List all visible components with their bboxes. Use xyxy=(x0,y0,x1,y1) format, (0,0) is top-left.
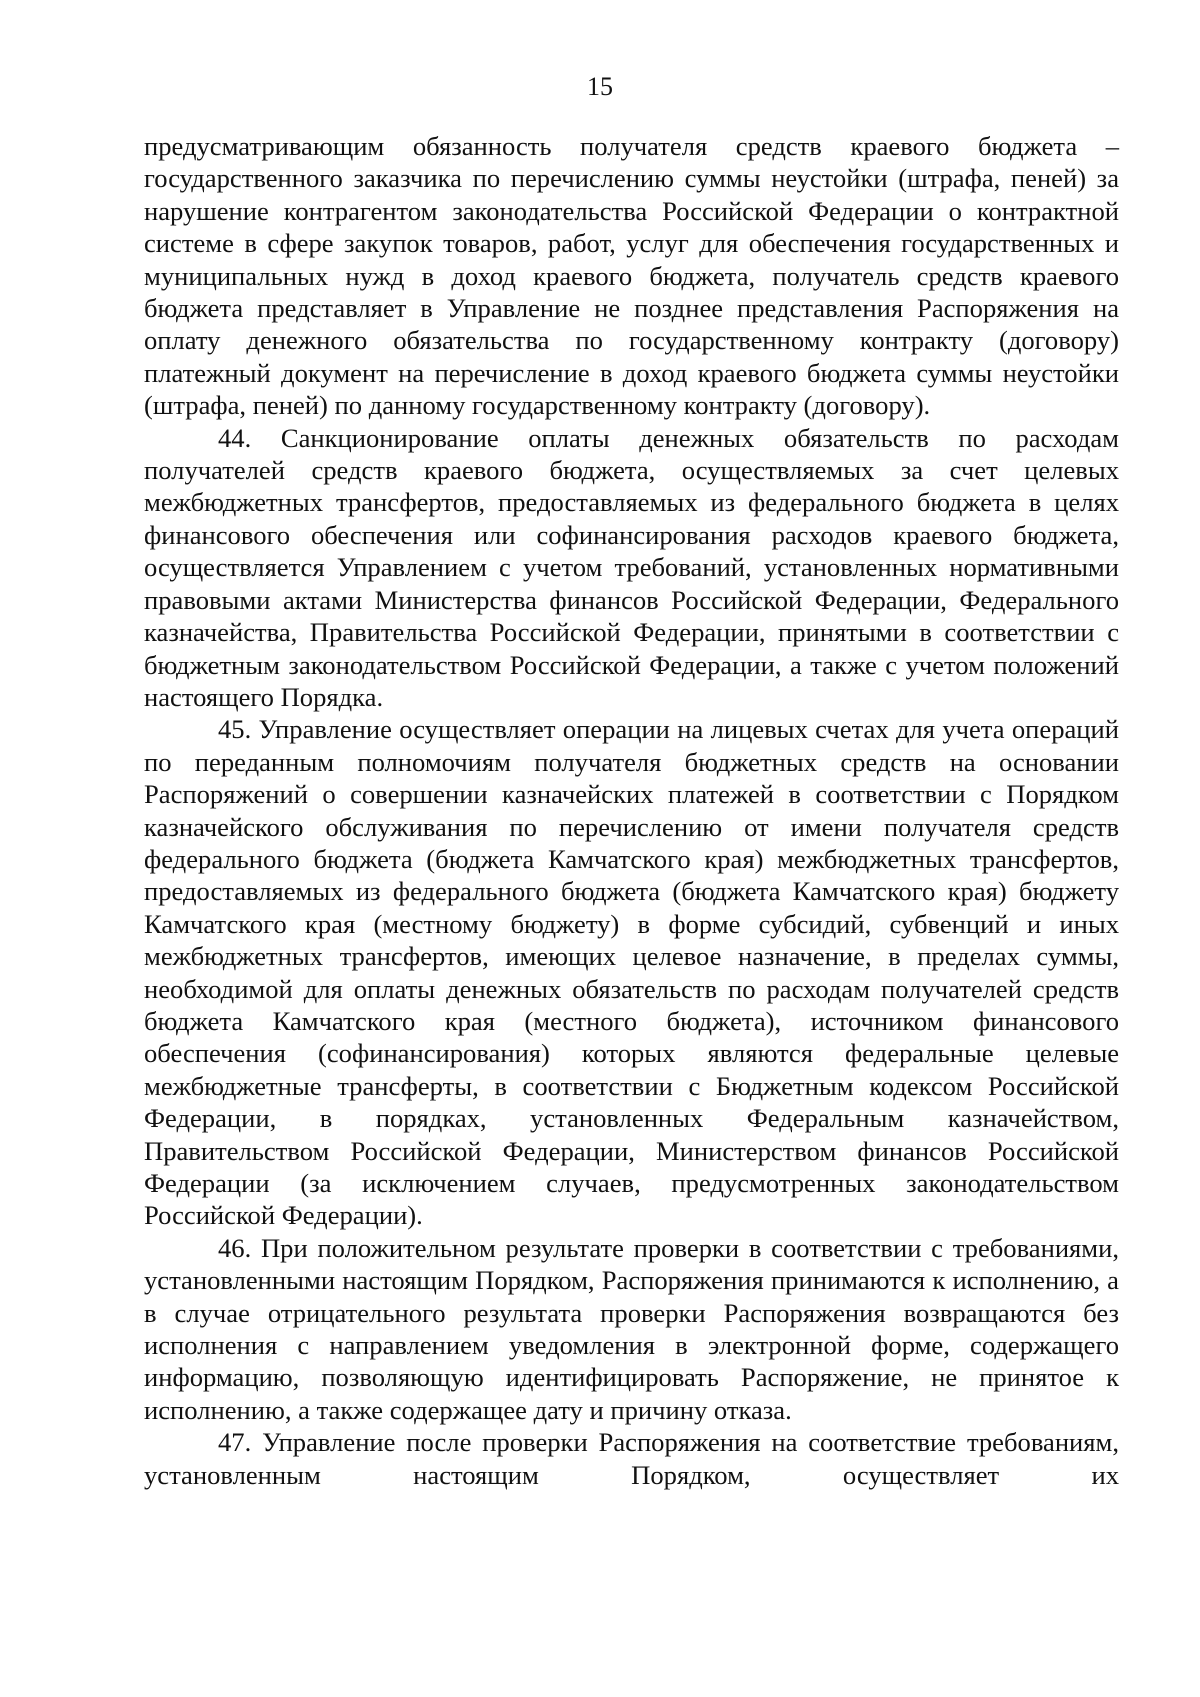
paragraph-45: 45. Управление осуществляет операции на лицевых счетах для учета операций по переданным полномочиям получателя бюджетных средств на основании Распоряжений о совершении казначейских платежей в соответствии с Порядком казначейского обслуживания по перечислению от имени получателя средств федерального бюджета (бюджета Камчатского края) межбюджетных трансфертов, предоставляемых из федерального бюджета (бюджета Камчатского края) бюджету Камчатского края (местному бюджету) в форме субсидий, субвенций и иных межбюджетных трансфертов, имеющих целевое назначение, в пределах суммы, необходимой для оплаты денежных обязательств по расходам получателей средств бюджета Камчатского края (местного бюджета), источником финансового обеспечения (софинансирования) которых являются федеральные целевые межбюджетные трансферты, в соответствии с Бюджетным кодексом Российской Федерации, в порядках, установленных Федеральным казначейством, Правительством Российской Федерации, Министерством финансов Российской Федерации (за исключением случаев, предусмотренных законодательством Российской Федерации). xyxy=(144,714,1119,1231)
document-body xyxy=(144,130,1119,1491)
paragraph-44: 44. Санкционирование оплаты денежных обязательств по расходам получателей средств краевого бюджета, осуществляемых за счет целевых межбюджетных трансфертов, предоставляемых из федерального бюджета в целях финансового обеспечения или софинансирования расходов краевого бюджета, осуществляется Управлением с учетом требований, установленных нормативными правовыми актами Министерства финансов Российской Федерации, Федерального казначейства, Правительства Российской Федерации, принятыми в соответствии с бюджетным законодательством Российской Федерации, а также с учетом положений настоящего Порядка. xyxy=(144,422,1119,712)
page-number: 15 xyxy=(587,72,613,101)
paragraph-continuation: предусматривающим обязанность получателя средств краевого бюджета – государственного заказчика по перечислению суммы неустойки (штрафа, пеней) за нарушение контрагентом законодательства Российской Федерации о контрактной системе в сфере закупок товаров, работ, услуг для обеспечения государственных и муниципальных нужд в доход краевого бюджета, получатель средств краевого бюджета представляет в Управление не позднее представления Распоряжения на оплату денежного обязательства по государственному контракту (договору) платежный документ на перечисление в доход краевого бюджета суммы неустойки (штрафа, пеней) по данному государственному контракту (договору). xyxy=(144,131,1119,421)
paragraph-46: 46. При положительном результате проверки в соответствии с требованиями, установленными настоящим Порядком, Распоряжения принимаются к исполнению, а в случае отрицательного результата проверки Распоряжения возвращаются без исполнения с направлением уведомления в электронной форме, содержащего информацию, позволяющую идентифицировать Распоряжение, не принятое к исполнению, а также содержащее дату и причину отказа. xyxy=(144,1232,1119,1425)
paragraph-47: 47. Управление после проверки Распоряжения на соответствие требованиям, установленным настоящим Порядком, осуществляет их xyxy=(144,1427,1119,1490)
